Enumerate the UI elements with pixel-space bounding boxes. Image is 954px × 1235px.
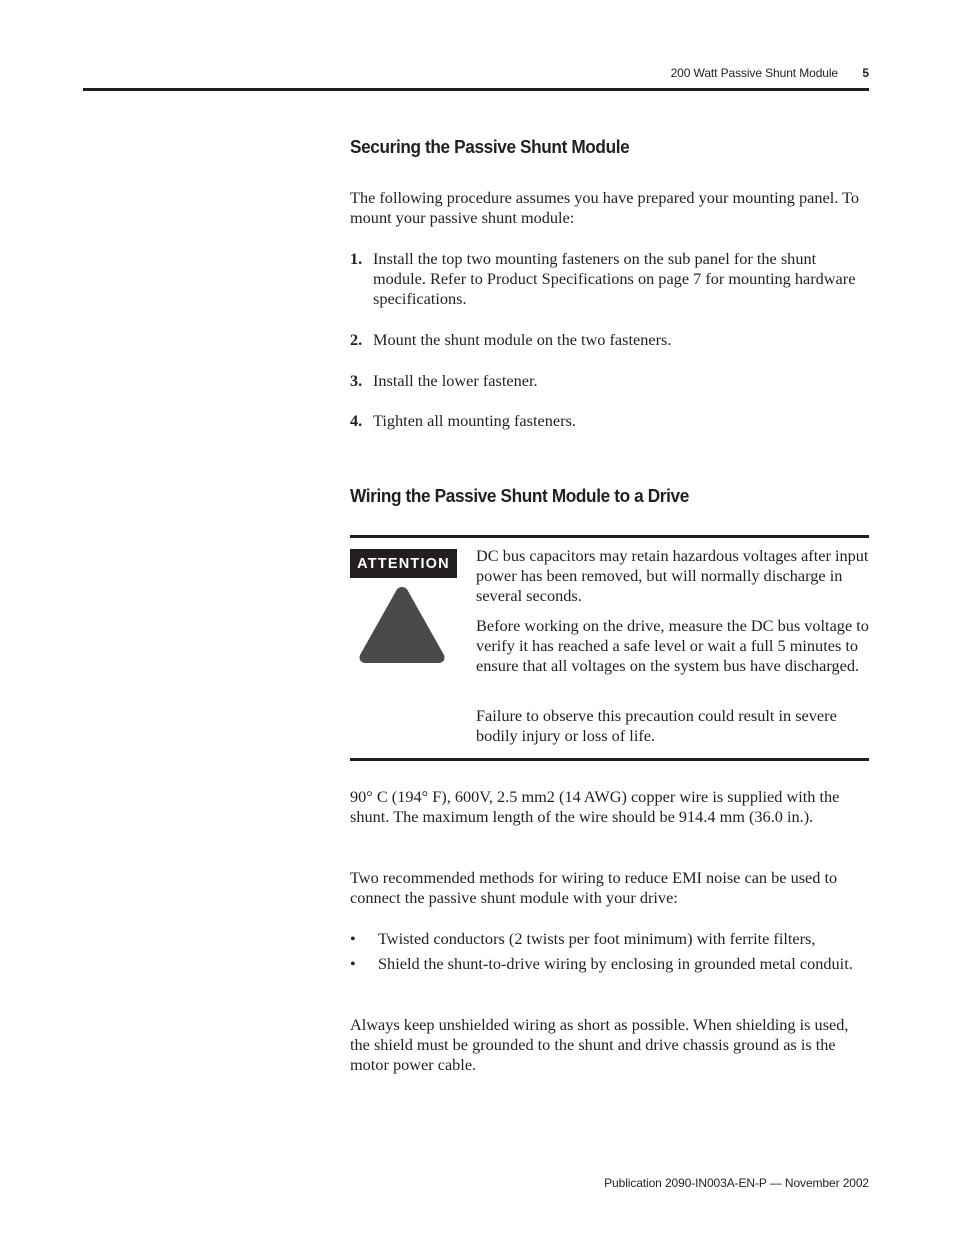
shield-text: Always keep unshielded wiring as short as possible. When shielding is used, the shield must be grounded to the shunt and drive chassis ground as is the motor power cable. <box>350 1015 849 1074</box>
attention-paragraph-2: Before working on the drive, measure the DC bus voltage to verify it has reached a safe level or wait a full 5 minutes to ensure that all voltages on the system bus have discharged. <box>476 616 869 675</box>
step-4 <box>350 411 870 431</box>
step-number: 4. <box>350 411 363 430</box>
methods-paragraph <box>350 868 870 908</box>
methods-text: Two recommended methods for wiring to reduce EMI noise can be used to connect the passive shunt module with your drive: <box>350 868 838 907</box>
running-header: 200 Watt Passive Shunt Module <box>670 66 838 80</box>
step-2 <box>350 330 870 350</box>
intro-text: The following procedure assumes you have prepared your mounting panel. To mount your passive shunt module: <box>350 188 860 227</box>
step-number: 1. <box>350 249 363 268</box>
step-text: Install the lower fastener. <box>373 371 538 390</box>
bullet-text: Twisted conductors (2 twists per foot minimum) with ferrite filters, <box>378 929 816 948</box>
step-text: Tighten all mounting fasteners. <box>373 411 576 430</box>
header-rule <box>83 88 869 91</box>
wire-spec-paragraph <box>350 787 870 827</box>
intro-paragraph <box>350 188 870 228</box>
wire-spec-text: 90° C (194° F), 600V, 2.5 mm2 (14 AWG) copper wire is supplied with the shunt. The maximum length of the wire should be 914.4 mm (36.0 in.). <box>350 787 840 826</box>
attention-top-rule <box>350 535 869 538</box>
shield-paragraph <box>350 1015 870 1075</box>
step-number: 2. <box>350 330 363 349</box>
heading-securing: Securing the Passive Shunt Module <box>350 136 630 157</box>
attention-badge: ATTENTION <box>350 549 457 578</box>
bullet-item <box>350 929 870 949</box>
bullet-dot: • <box>350 929 356 948</box>
page-number: 5 <box>862 66 869 80</box>
attention-bottom-rule <box>350 758 869 761</box>
section-heading-securing <box>350 136 870 158</box>
publication-footer: Publication 2090-IN003A-EN-P — November 2002 <box>604 1176 869 1190</box>
step-text: Mount the shunt module on the two fasteners. <box>373 330 672 349</box>
attention-paragraph-1: DC bus capacitors may retain hazardous voltages after input power has been removed, but will normally discharge in several seconds. <box>476 546 869 605</box>
step-1 <box>350 249 870 309</box>
warning-triangle-icon <box>357 583 447 665</box>
step-3 <box>350 371 870 391</box>
bullet-text: Shield the shunt-to-drive wiring by enclosing in grounded metal conduit. <box>378 954 853 973</box>
attention-paragraph-3: Failure to observe this precaution could result in severe bodily injury or loss of life. <box>476 706 837 745</box>
bullet-dot: • <box>350 954 356 973</box>
section-heading-wiring <box>350 485 870 507</box>
heading-wiring: Wiring the Passive Shunt Module to a Drive <box>350 485 689 506</box>
step-text: Install the top two mounting fasteners on the sub panel for the shunt module. Refer to Product Specifications on page 7 for mounting hardware specifications. <box>373 249 856 308</box>
step-number: 3. <box>350 371 363 390</box>
bullet-item <box>350 954 870 974</box>
